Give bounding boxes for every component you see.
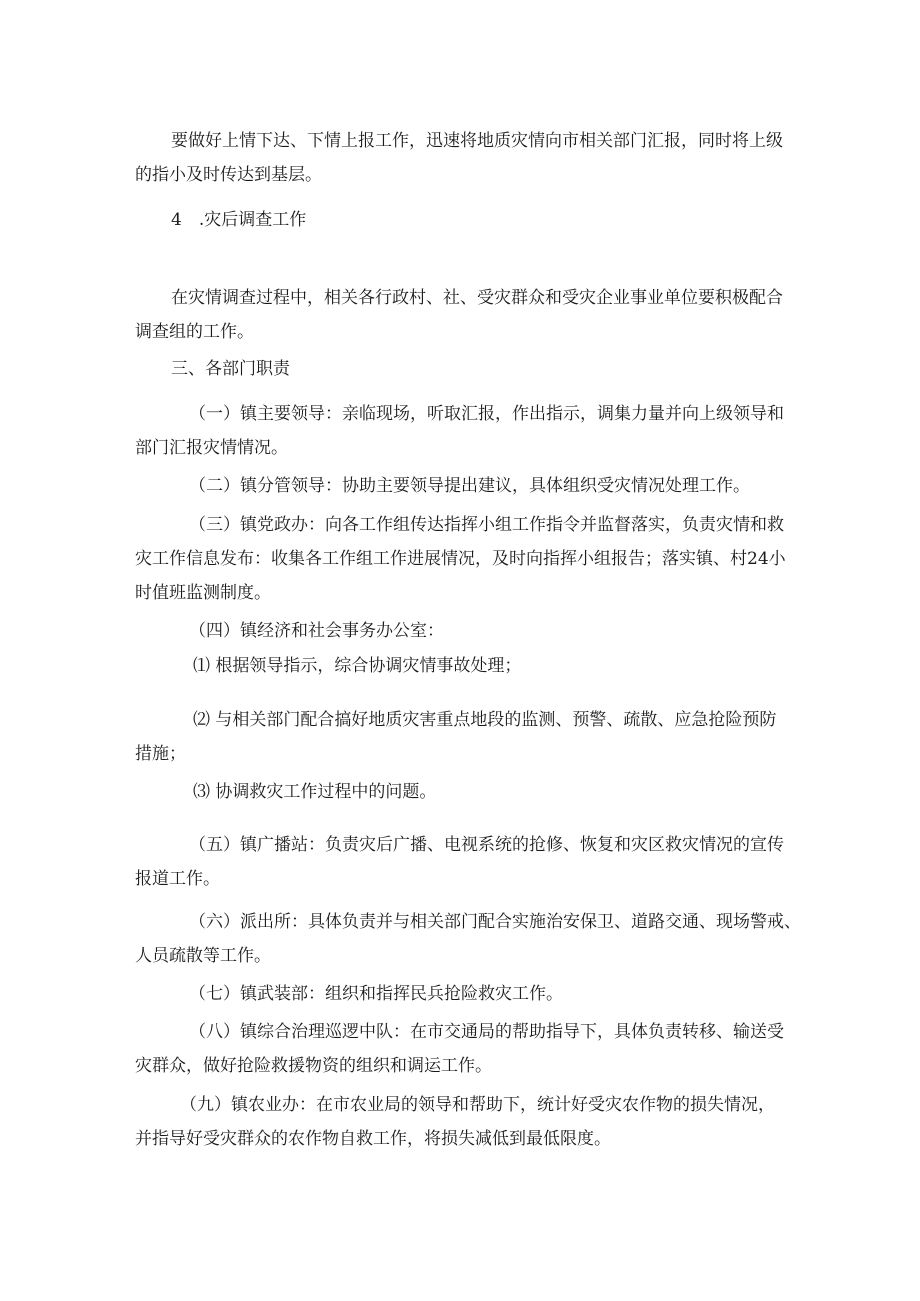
paragraph-line: 灾工作信息发布：收集各工作组工作进展情况，及时向指挥小组报告；落实镇、村24小: [135, 549, 786, 569]
paragraph-line: （九）镇农业办：在市农业局的领导和帮助下，统计好受灾农作物的损失情况，: [180, 1095, 775, 1115]
paragraph-line: ⑵ 与相关部门配合搞好地质灾害重点地段的监测、预警、疏散、应急抢险预防: [193, 710, 777, 730]
paragraph-line: （五）镇广播站：负责灾后广播、电视系统的抢修、恢复和灾区救灾情况的宣传: [189, 835, 784, 855]
paragraph-line: （六）派出所：具体负责并与相关部门配合实施治安保卫、道路交通、现场警戒、: [189, 912, 801, 932]
paragraph-line: ⑴ 根据领导指示，综合协调灾情事故处理；: [193, 656, 522, 676]
paragraph-line: （八）镇综合治理巡逻中队：在市交通局的帮助指导下，具体负责转移、输送受: [189, 1022, 784, 1042]
paragraph-line: 时值班监测制度。: [135, 583, 271, 603]
paragraph-line: （七）镇武装部：组织和指挥民兵抢险救灾工作。: [189, 984, 563, 1004]
paragraph-line: 并指导好受灾群众的农作物自救工作，将损失减低到最低限度。: [135, 1129, 611, 1149]
paragraph-line: （四）镇经济和社会事务办公室：: [189, 621, 444, 641]
paragraph-line: （一）镇主要领导：亲临现场，听取汇报，作出指示，调集力量并向上级领导和: [189, 404, 784, 424]
paragraph-line: 调查组的工作。: [135, 322, 254, 342]
heading-text: 三、各部门职责: [171, 359, 290, 379]
paragraph-line: ⑶ 协调救灾工作过程中的问题。: [193, 782, 437, 802]
paragraph-line: 要做好上情下达、下情上报工作，迅速将地质灾情向市相关部门汇报，同时将上级: [171, 131, 783, 151]
paragraph-line: 人员疏散等工作。: [135, 946, 271, 966]
paragraph-line: 的指小及时传达到基层。: [135, 165, 322, 185]
paragraph-line: 报道工作。: [135, 869, 220, 889]
paragraph-line: 部门汇报灾情情况。: [135, 438, 288, 458]
paragraph-line: 灾群众，做好抢险救援物资的组织和调运工作。: [135, 1056, 492, 1076]
paragraph-line: 措施；: [135, 744, 186, 764]
heading-text: 4 .灾后调查工作: [171, 210, 307, 230]
paragraph-line: （三）镇党政办：向各工作组传达指挥小组工作指令并监督落实，负责灾情和救: [189, 515, 784, 535]
paragraph-line: （二）镇分管领导：协助主要领导提出建议，具体组织受灾情况处理工作。: [189, 476, 750, 496]
paragraph-line: 在灾情调查过程中，相关各行政村、社、受灾群众和受灾企业事业单位要积极配合: [171, 288, 783, 308]
